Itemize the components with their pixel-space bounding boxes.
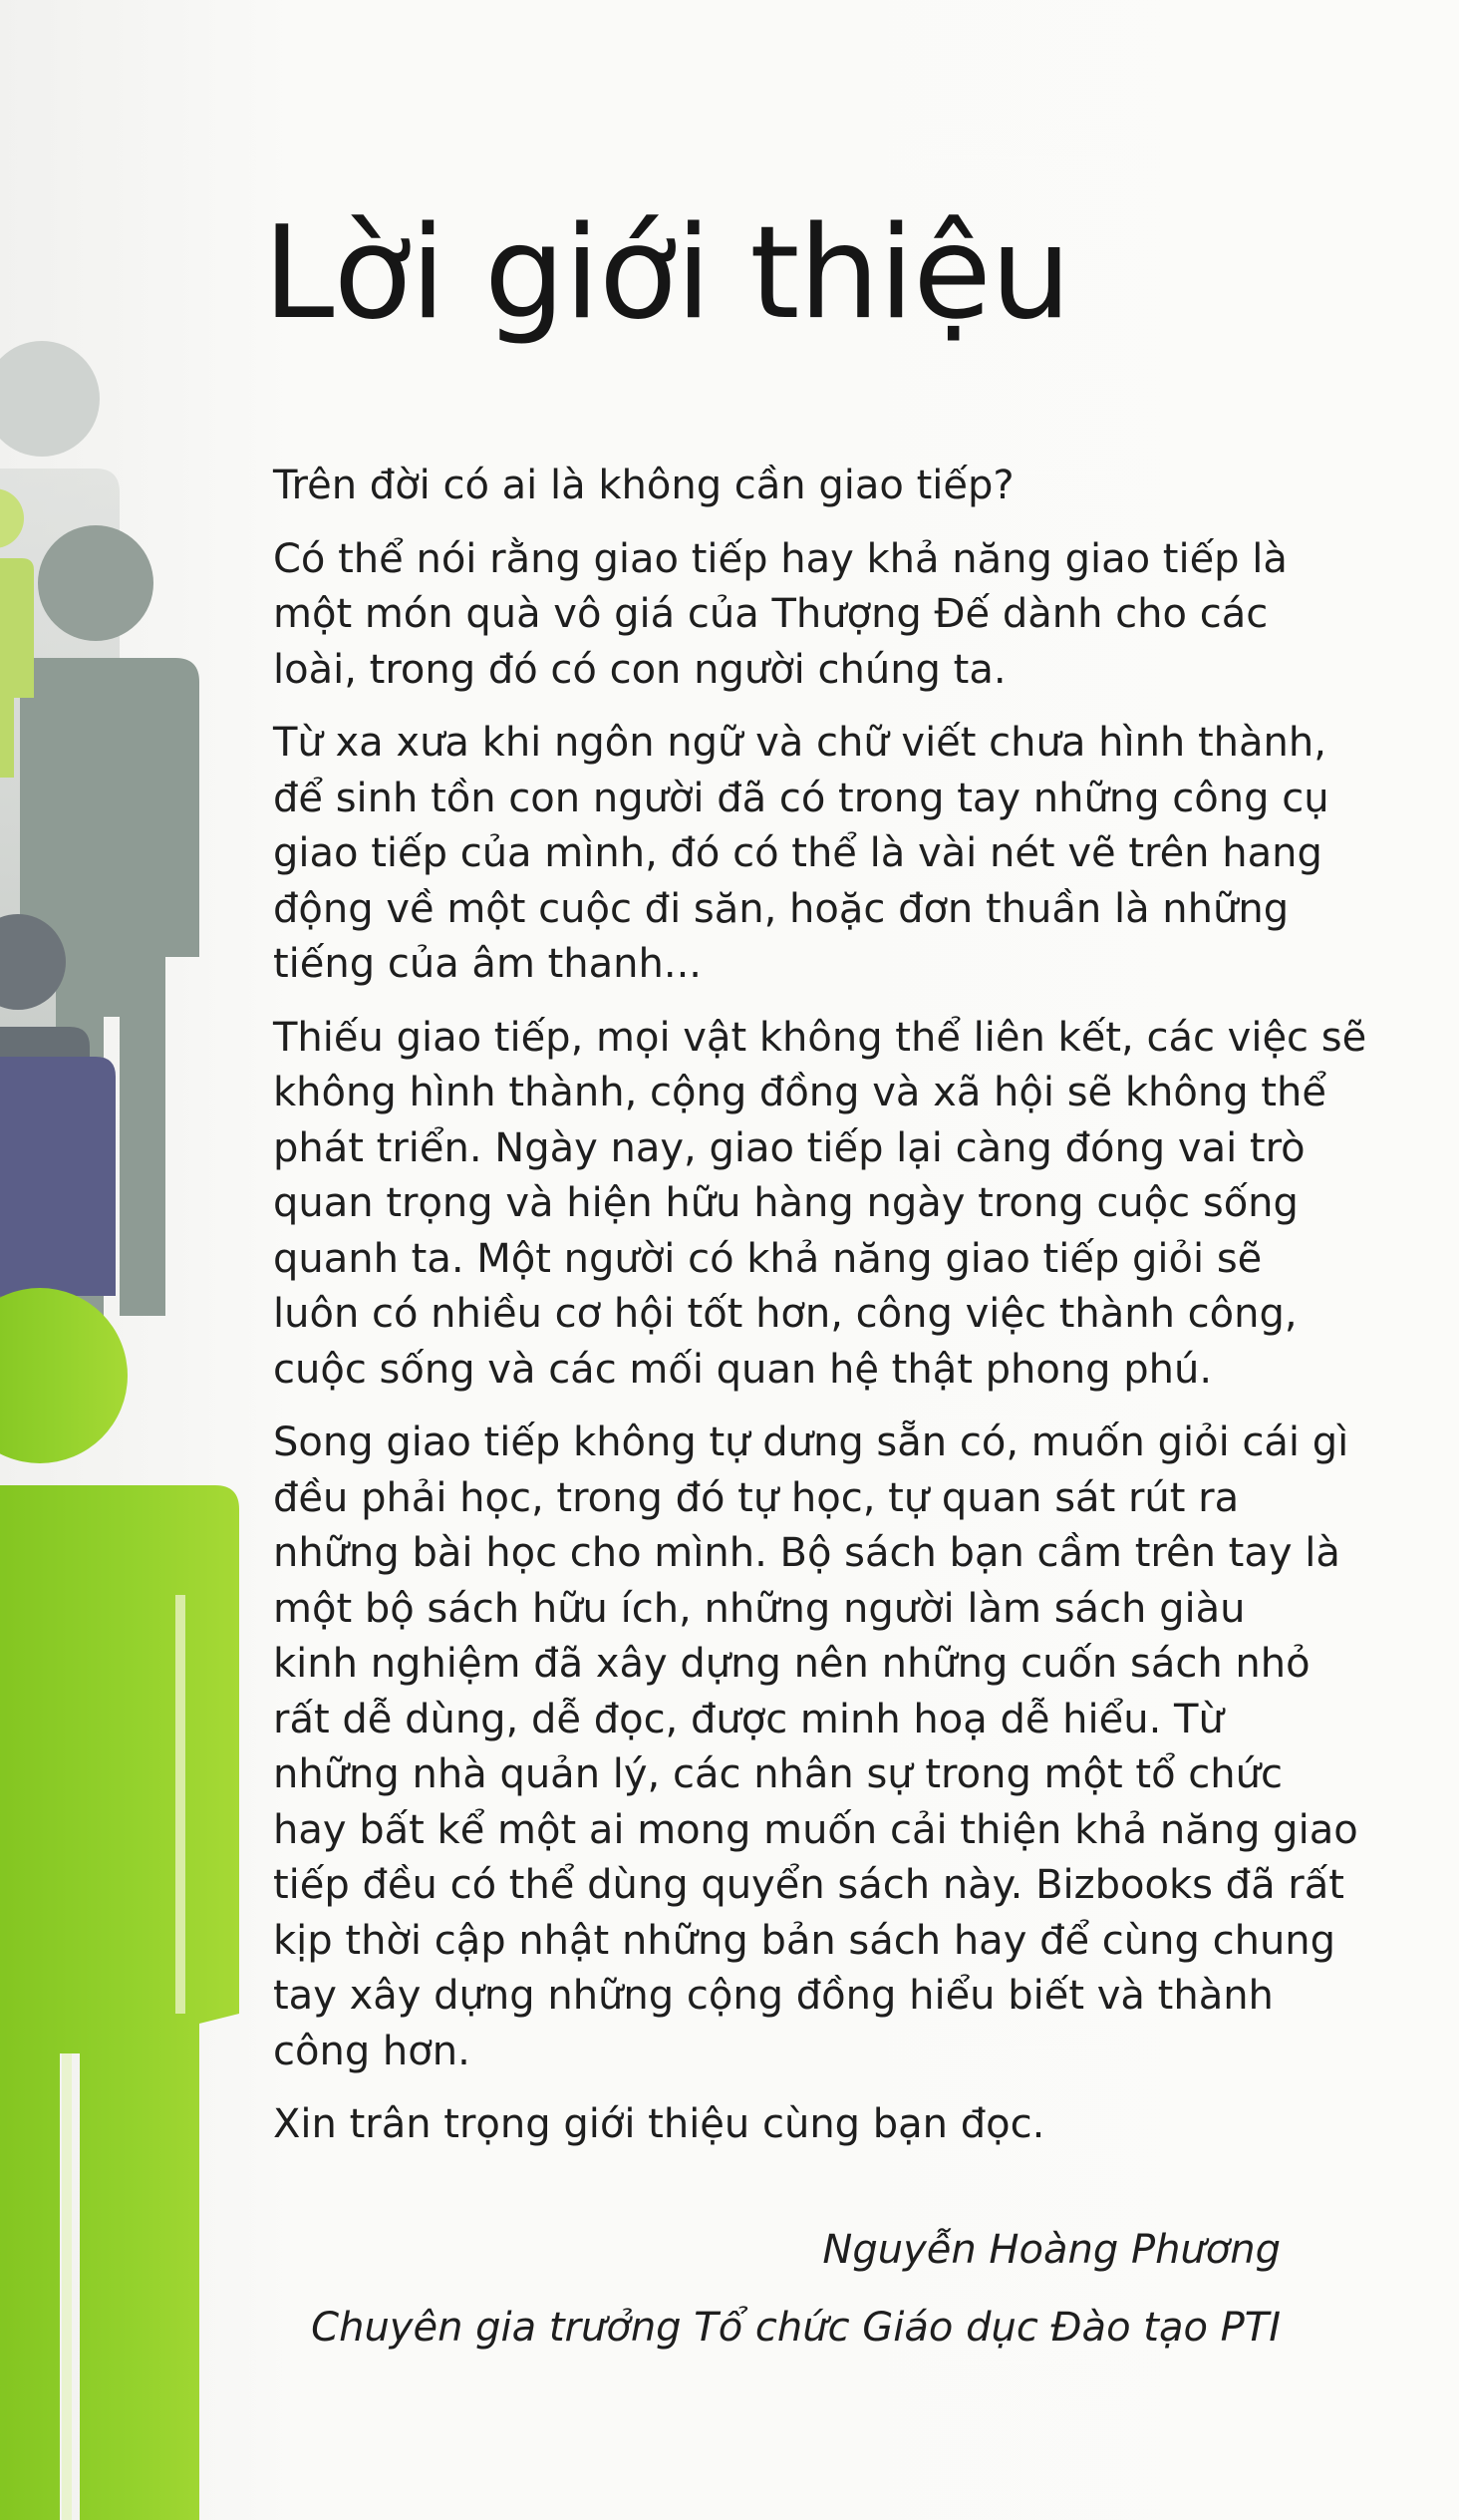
- text-line: Từ xa xưa khi ngôn ngữ và chữ viết chưa hình thành,: [273, 720, 1326, 766]
- text-line: loài, trong đó có con người chúng ta.: [273, 646, 1007, 693]
- text-line: động về một cuộc đi săn, hoặc đơn thuần là những: [273, 885, 1290, 932]
- text-line: tiếp đều có thể dùng quyển sách này. Bizbooks đã rất: [273, 1862, 1344, 1908]
- text-line: Thiếu giao tiếp, mọi vật không thể liên kết, các việc sẽ: [273, 1014, 1367, 1061]
- text-line: Xin trân trọng giới thiệu cùng bạn đọc.: [273, 2101, 1045, 2147]
- indigo-figure-silhouette: [0, 1057, 116, 1296]
- text-line: tay xây dựng những cộng đồng hiểu biết và thành: [273, 1973, 1274, 2019]
- text-line: kịp thời cập nhật những bản sách hay để cùng chung: [273, 1917, 1336, 1964]
- text-line: Song giao tiếp không tự dưng sẵn có, muốn giỏi cái gì: [273, 1419, 1349, 1465]
- text-line: công hơn.: [273, 2028, 470, 2074]
- introduction-body: [273, 459, 1367, 2171]
- text-line: đều phải học, trong đó tự học, tự quan sát rút ra: [273, 1474, 1240, 1521]
- signature-block: [311, 2211, 1281, 2366]
- text-line: luôn có nhiều cơ hội tốt hơn, công việc thành công,: [273, 1291, 1298, 1337]
- text-line: Có thể nói rằng giao tiếp hay khả năng giao tiếp là: [273, 535, 1288, 582]
- text-line: cuộc sống và các mối quan hệ thật phong phú.: [273, 1346, 1213, 1393]
- paragraph: [273, 1416, 1358, 2079]
- text-line: Trên đời có ai là không cần giao tiếp?: [273, 463, 1015, 508]
- people-silhouettes-illustration: [0, 0, 259, 2520]
- text-line: một bộ sách hữu ích, những người làm sách giàu: [273, 1585, 1246, 1632]
- paragraph: [273, 1011, 1367, 1399]
- text-line: quan trọng và hiện hữu hàng ngày trong cuộc sống: [273, 1180, 1299, 1226]
- text-line: tiếng của âm thanh...: [273, 941, 703, 987]
- text-line: những bài học cho mình. Bộ sách bạn cầm trên tay là: [273, 1530, 1340, 1576]
- text-line: hay bất kể một ai mong muốn cải thiện khả năng giao: [273, 1806, 1358, 1853]
- paragraph: [273, 459, 1300, 514]
- text-line: không hình thành, cộng đồng và xã hội sẽ không thể: [273, 1070, 1326, 1115]
- paragraph: [273, 2097, 1300, 2153]
- green-figure-silhouette: [0, 1288, 239, 2520]
- author-role: Chuyên gia trưởng Tổ chức Giáo dục Đào tạo PTI: [311, 2305, 1281, 2351]
- text-line: một món quà vô giá của Thượng Đế dành cho các: [273, 591, 1269, 637]
- text-line: giao tiếp của mình, đó có thể là vài nét vẽ trên hang: [273, 830, 1322, 876]
- text-line: những nhà quản lý, các nhân sự trong một tổ chức: [273, 1751, 1283, 1797]
- paragraph: [273, 716, 1329, 993]
- text-line: quanh ta. Một người có khả năng giao tiếp giỏi sẽ: [273, 1235, 1263, 1282]
- author-name: Nguyễn Hoàng Phương: [822, 2227, 1281, 2273]
- text-line: để sinh tồn con người đã có trong tay những công cụ: [273, 775, 1329, 821]
- paragraph: [273, 532, 1300, 699]
- page-title: Lời giới thiệu: [263, 199, 1070, 348]
- text-line: rất dễ dùng, dễ đọc, được minh hoạ dễ hiểu. Từ: [273, 1696, 1224, 1742]
- text-line: kinh nghiệm đã xây dựng nên những cuốn sách nhỏ: [273, 1641, 1311, 1687]
- text-line: phát triển. Ngày nay, giao tiếp lại càng đóng vai trò: [273, 1124, 1306, 1171]
